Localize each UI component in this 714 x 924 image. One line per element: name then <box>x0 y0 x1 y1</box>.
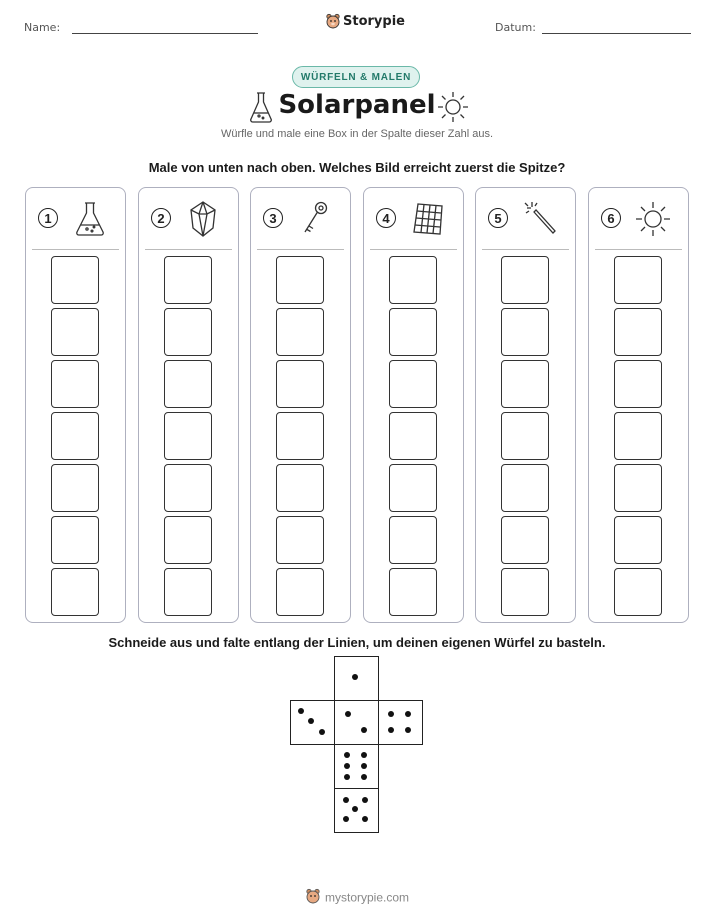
name-line <box>72 33 258 34</box>
crystal-icon <box>185 200 221 238</box>
color-box[interactable] <box>164 360 212 408</box>
color-box[interactable] <box>389 464 437 512</box>
die-pip <box>344 763 350 769</box>
color-box[interactable] <box>501 360 549 408</box>
color-box[interactable] <box>276 412 324 460</box>
color-box[interactable] <box>51 360 99 408</box>
color-box[interactable] <box>614 360 662 408</box>
die-pip <box>344 752 350 758</box>
color-box[interactable] <box>164 464 212 512</box>
sun-icon <box>635 200 671 238</box>
color-box[interactable] <box>389 308 437 356</box>
die-pip <box>343 816 349 822</box>
die-pip <box>298 708 304 714</box>
color-box[interactable] <box>501 308 549 356</box>
die-pip <box>352 806 358 812</box>
die-pip <box>388 727 394 733</box>
subtitle: Würfle und male eine Box in der Spalte dieser Zahl aus. <box>220 128 494 140</box>
color-box[interactable] <box>276 308 324 356</box>
color-box[interactable] <box>164 568 212 616</box>
column-divider <box>32 249 119 250</box>
die-pip <box>361 727 367 733</box>
column-number: 3 <box>263 208 283 228</box>
solar-panel-icon <box>410 200 446 238</box>
footer-url[interactable]: mystorypie.com <box>324 890 410 905</box>
color-box[interactable] <box>501 256 549 304</box>
color-box[interactable] <box>276 568 324 616</box>
column-5 <box>475 187 576 623</box>
color-box[interactable] <box>614 412 662 460</box>
die-pip <box>319 729 325 735</box>
die-face-center <box>334 700 379 745</box>
column-divider <box>145 249 232 250</box>
die-face-lower <box>334 744 379 789</box>
column-number: 1 <box>38 208 58 228</box>
column-number: 4 <box>376 208 396 228</box>
column-3 <box>250 187 351 623</box>
color-box[interactable] <box>164 308 212 356</box>
column-1 <box>25 187 126 623</box>
column-divider <box>482 249 569 250</box>
color-box[interactable] <box>51 412 99 460</box>
column-divider <box>370 249 457 250</box>
color-box[interactable] <box>276 360 324 408</box>
color-box[interactable] <box>501 568 549 616</box>
color-box[interactable] <box>389 516 437 564</box>
color-box[interactable] <box>164 516 212 564</box>
column-divider <box>257 249 344 250</box>
die-pip <box>361 774 367 780</box>
column-number: 5 <box>488 208 508 228</box>
color-box[interactable] <box>51 256 99 304</box>
die-pip <box>405 727 411 733</box>
color-box[interactable] <box>164 256 212 304</box>
date-label: Datum: <box>495 21 536 34</box>
color-box[interactable] <box>614 568 662 616</box>
storypie-logo-icon <box>305 888 321 907</box>
brand-name: Storypie <box>343 14 405 29</box>
date-line <box>542 33 691 34</box>
color-box[interactable] <box>276 464 324 512</box>
column-number: 2 <box>151 208 171 228</box>
color-box[interactable] <box>389 412 437 460</box>
footer <box>0 888 714 907</box>
color-box[interactable] <box>51 568 99 616</box>
color-box[interactable] <box>501 464 549 512</box>
page-title: Solarpanel <box>278 90 436 120</box>
die-pip <box>361 752 367 758</box>
die-pip <box>361 763 367 769</box>
column-number: 6 <box>601 208 621 228</box>
instruction: Male von unten nach oben. Welches Bild erreicht zuerst die Spitze? <box>148 160 566 175</box>
die-pip <box>344 774 350 780</box>
die-pip <box>352 674 358 680</box>
cut-instruction: Schneide aus und falte entlang der Linien, um deinen eigenen Würfel zu basteln. <box>108 635 606 650</box>
column-2 <box>138 187 239 623</box>
die-pip <box>362 797 368 803</box>
color-box[interactable] <box>164 412 212 460</box>
column-divider <box>595 249 682 250</box>
key-icon <box>297 200 333 238</box>
color-box[interactable] <box>51 516 99 564</box>
color-box[interactable] <box>51 308 99 356</box>
color-box[interactable] <box>501 516 549 564</box>
die-face-top <box>334 656 379 701</box>
flask-icon <box>72 200 108 238</box>
color-box[interactable] <box>389 256 437 304</box>
color-box[interactable] <box>276 256 324 304</box>
color-box[interactable] <box>501 412 549 460</box>
die-pip <box>308 718 314 724</box>
die-face-right <box>378 700 423 745</box>
die-pip <box>405 711 411 717</box>
color-box[interactable] <box>276 516 324 564</box>
color-box[interactable] <box>614 516 662 564</box>
die-face-left <box>290 700 335 745</box>
color-box[interactable] <box>614 256 662 304</box>
color-box[interactable] <box>614 308 662 356</box>
sun-icon <box>436 90 470 124</box>
color-box[interactable] <box>389 568 437 616</box>
column-6 <box>588 187 689 623</box>
storypie-logo-icon <box>325 13 341 29</box>
color-box[interactable] <box>389 360 437 408</box>
activity-badge: WÜRFELN & MALEN <box>292 66 420 88</box>
color-box[interactable] <box>51 464 99 512</box>
column-4 <box>363 187 464 623</box>
die-pip <box>388 711 394 717</box>
die-pip <box>362 816 368 822</box>
die-pip <box>345 711 351 717</box>
name-label: Name: <box>24 21 61 34</box>
die-face-bottom <box>334 788 379 833</box>
color-box[interactable] <box>614 464 662 512</box>
magic-wand-icon <box>522 200 558 238</box>
die-pip <box>343 797 349 803</box>
